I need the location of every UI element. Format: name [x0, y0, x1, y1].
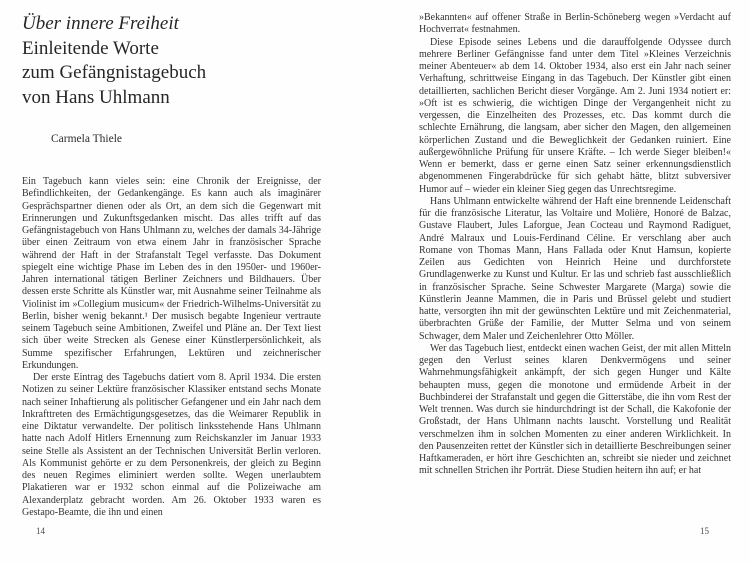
paragraph: Wer das Tagebuch liest, entdeckt einen wachen Geist, der mit allen Mitteln gegen den Verlust seines klaren Denkvermögens und seiner Wahrnehmungsfähigkeit ankämpft, der sich gegen Hunger und Kälte behaupten muss, gegen die monotone und ermüdende Arbeit in der Buchbinderei der Strafanstalt und gegen die Gitterstäbe, die ihn vom Rest der Welt trennen. Was durch sie hindurchdringt ist der Schall, die Kakofonie der Großstadt, der Hans Uhlmann nachts lauscht. Vorstellung und Realität verschmelzen ihm in solchen Momenten zu einer anderen Wirklichkeit. In den Pausenzeiten rettet der Künstler sich in detaillierte Beschreibungen seiner Haftkameraden, er hört ihre Geschichten an, schreibt sie nieder und zeichnet mit schnellen Strichen ihr Porträt. Diese Studien heitern ihn auf; er hat [419, 342, 731, 477]
author-name: Carmela Thiele [51, 133, 122, 145]
left-text-column [22, 176, 321, 519]
paragraph: Diese Episode seines Lebens und die darauffolgende Odyssee durch mehrere Berliner Gefängnisse fand unter dem Titel »Kleines Verzeichnis meiner Abenteuer« ab dem 14. Oktober 1934, also erst ein Jahr nach seiner Verhaftung, schrittweise Eingang in das Tagebuch. Der Künstler gibt einen detaillierten, sachlichen Bericht dieser Vorgänge. Am 2. Juni 1934 notiert er: »Oft ist es schwierig, die wichtigen Dinge der Vergangenheit nicht zu vergessen, die Einzelheiten des Prozesses, etc. Das kommt durch die schlechte Ernährung, die langsam, aber sicher den Magen, den allgemeinen körperlichen Zustand und die Beweglichkeit der Gedanken ruiniert. Eine außergewöhnliche Prüfung für unsere Kräfte. – Ich werde Sieger bleiben!« Wenn er bemerkt, dass er gerne einen Satz seiner erkennungsdienstlich abgenommenen Fingerabdrücke für sich gehabt hätte, blitzt subversiver Humor auf – wieder ein kleiner Sieg gegen das Unrechtsregime. [419, 36, 731, 195]
chapter-title-line: von Hans Uhlmann [22, 86, 170, 108]
chapter-title-line: Einleitende Worte [22, 37, 159, 59]
paragraph: Hans Uhlmann entwickelte während der Haft eine brennende Leidenschaft für die französische Literatur, las Voltaire und Molière, Honoré de Balzac, Gustave Flaubert, Jules Laforgue, Jean Cocteau und Raymond Radiguet, André Malraux und Louis-Ferdinand Céline. Er verschlang aber auch Romane von Thomas Mann, Hans Fallada oder Knut Hamsun, kopierte Zeilen aus Gedichten von Heinrich Heine und durchforstete Grundlagenwerke zu Kunst und Kultur. Er las und schrieb fast ausschließlich in französischer Sprache. Seine Schwester Margarete (Marga) sowie die Künstlerin Jeanne Mammen, die in Paris und Brüssel gelebt und studiert hatte, versorgten ihn mit der gewünschten Lektüre und mit Zeichenmaterial, überbrachten Grüße der Familie, der Mutter Selma und von seinem Schwager, dem Maler und Zeichenlehrer Otto Möller. [419, 195, 731, 342]
page-number-left: 14 [36, 526, 45, 536]
chapter-title-kicker: Über innere Freiheit [22, 13, 179, 34]
paragraph: Ein Tagebuch kann vieles sein: eine Chronik der Ereignisse, der Befindlichkeiten, der Gedankengänge. Es kann auch als imaginärer Gesprächspartner dienen oder als Ort, an dem sich die Gegenwart mit Erinnerungen und Zukunftsgedanken mischt. Das alles trifft auf das Gefängnistagebuch von Hans Uhlmann zu, welches der damals 34-Jährige über einen Zeitraum von etwa einem Jahr in französischer Sprache während der Haft in der Strafanstalt Tegel verfasste. Das Dokument spiegelt eine wichtige Phase im Leben des in den 1950er- und 1960er-Jahren international tätigen Berliner Zeichners und Bildhauers. Über dessen erste Schritte als Künstler war, mit Ausnahme seiner Teilnahme als Violinist im »Collegium musicum« der Friedrich-Wilhelms-Universität zu Berlin, bisher wenig bekannt.¹ Der musisch begabte Ingenieur vertraute seinem Tagebuch seine Ambitionen, Zweifel und Pläne an. Der Text liest sich über weite Strecken als Genese einer Künstlerpersönlichkeit, als Summe spezifischer Erfahrungen, Lektüren und zeichnerischer Erkundungen. [22, 176, 321, 371]
paragraph: Der erste Eintrag des Tagebuchs datiert vom 8. April 1934. Die ersten Notizen zu seiner Lektüre französischer Klassiker entstand sechs Monate nach seiner Inhaftierung als politischer Gefangener und ein Jahr nach dem Inkrafttreten des Ermächtigungsgesetzes, das die Weimarer Republik in eine Diktatur verwandelte. Der politisch linksstehende Hans Uhlmann hatte nach Adolf Hitlers Ernennung zum Reichskanzler im Januar 1933 seine Stelle als Assistent an der Technischen Universität Berlin verloren. Als Kommunist gehörte er zu dem Personenkreis, der gleich zu Beginn des neuen Regimes eliminiert werden sollte. Wegen unerlaubtem Plakatieren war er 1932 schon einmal auf die Polizeiwache am Alexanderplatz gebracht worden. Am 26. Oktober 1933 waren es Gestapo-Beamte, die ihn und einen [22, 372, 321, 518]
chapter-title [22, 12, 322, 110]
right-text-column [419, 12, 731, 478]
chapter-title-line: zum Gefängnistagebuch [22, 62, 207, 83]
paragraph: »Bekannten« auf offener Straße in Berlin-Schöneberg wegen »Verdacht auf Hochverrat« festnahmen. [419, 12, 731, 36]
page-number-right: 15 [700, 526, 709, 536]
